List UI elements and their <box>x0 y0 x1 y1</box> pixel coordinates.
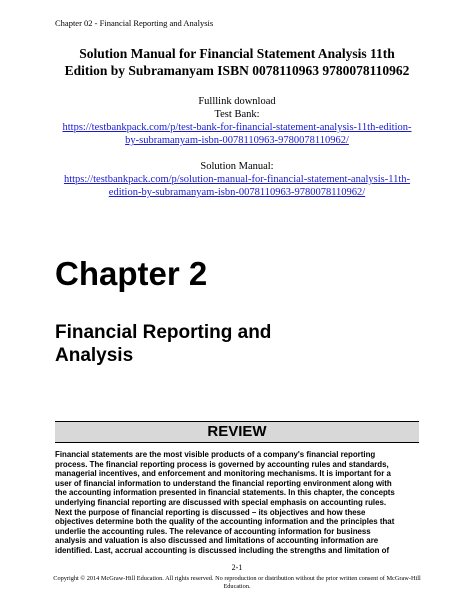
chapter-subtitle-line-1: Financial Reporting and <box>55 322 272 343</box>
review-line: underlie the accounting rules. The relevance of accounting information for business <box>55 526 371 536</box>
document-title-line-1: Solution Manual for Financial Statement Analysis 11th <box>79 46 395 61</box>
page-number: 2-1 <box>231 563 243 572</box>
review-line: underlying financial reporting are discussed with special emphasis on accounting rules. <box>55 497 387 507</box>
test-bank-label: Test Bank: <box>214 109 260 120</box>
chapter-subtitle-line-2: Analysis <box>55 345 134 366</box>
review-line: analysis and valuation is also discussed and limitations of accounting information are <box>55 536 379 546</box>
solution-manual-link-line-2[interactable]: edition-by-subramanyam-isbn-0078110963-9780078110962/ <box>108 187 366 198</box>
chapter-title: Chapter 2 <box>55 255 208 292</box>
review-line: objectives determine both the quality of the accounting information and the principles that <box>55 517 395 527</box>
test-bank-link-line-1[interactable]: https://testbankpack.com/p/test-bank-for-financial-statement-analysis-11th-edition- <box>62 122 412 133</box>
copyright-line-2: Education. <box>223 583 251 590</box>
chapter-subtitle <box>55 321 355 367</box>
test-bank-link-line-2[interactable]: by-subramanyam-isbn-0078110963-9780078110962/ <box>125 135 349 146</box>
download-links <box>40 95 434 199</box>
review-line: user of financial information to understand the financial reporting environment along with <box>55 478 392 488</box>
copyright-footer <box>40 575 434 591</box>
document-title <box>40 45 434 79</box>
review-line: the accounting information presented in financial statements. In this chapter, the concepts <box>55 488 395 498</box>
review-line: Financial statements are the most visible products of a company's financial reporting <box>55 450 376 459</box>
review-heading-box <box>55 421 419 443</box>
fulllink-label: Fulllink download <box>198 96 276 107</box>
review-heading: REVIEW <box>207 423 267 440</box>
solution-manual-label: Solution Manual: <box>200 161 274 172</box>
copyright-line-1: Copyright © 2014 McGraw-Hill Education. All rights reserved. No reproduction or distribution without the prior written consent of McGraw-Hill <box>53 575 421 582</box>
link-spacer <box>40 147 434 160</box>
document-title-line-2: Edition by Subramanyam ISBN 0078110963 9780078110962 <box>64 63 410 78</box>
review-line: identified. Last, accrual accounting is discussed including the strengths and limitation of <box>55 545 390 555</box>
review-paragraph <box>55 450 419 556</box>
solution-manual-link-line-1[interactable]: https://testbankpack.com/p/solution-manual-for-financial-statement-analysis-11th- <box>63 174 411 185</box>
review-line: Next the purpose of financial reporting is discussed – its objectives and how these <box>55 507 366 517</box>
review-line: process. The financial reporting process is governed by accounting rules and standards, <box>55 459 389 469</box>
running-header: Chapter 02 - Financial Reporting and Analysis <box>55 18 214 28</box>
review-line: managerial incentives, and enforcement and monitoring mechanisms. It is important for a <box>55 469 391 479</box>
